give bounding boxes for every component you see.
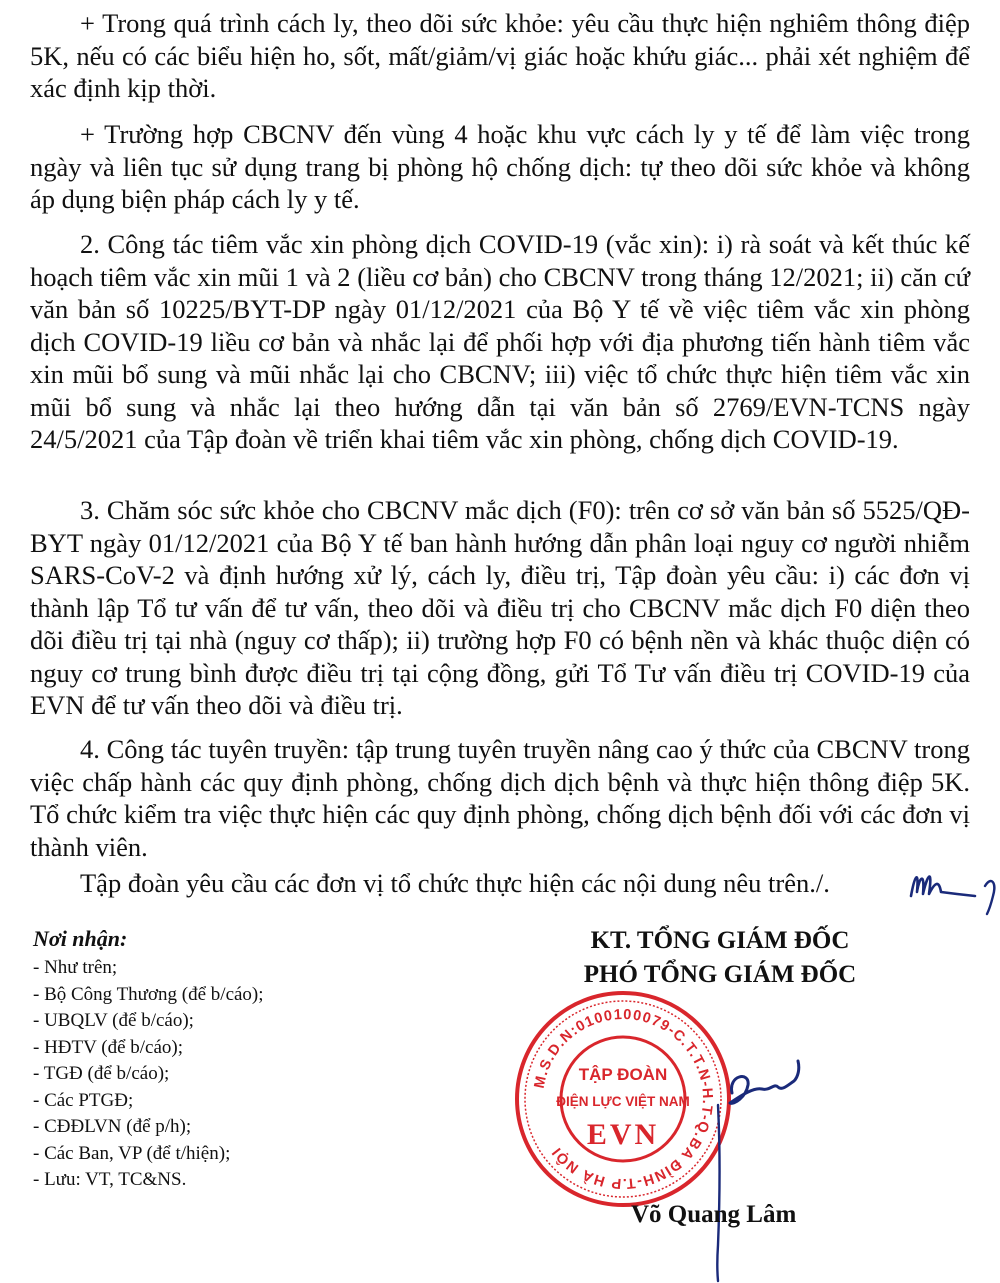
signature-title-line1: KT. TỔNG GIÁM ĐỐC <box>590 927 850 954</box>
initials-signature-icon <box>905 856 1000 916</box>
recipient-item: - UBQLV (để b/cáo); <box>33 1010 194 1031</box>
seal-inner-line1: TẬP ĐOÀN <box>578 1065 668 1084</box>
recipient-item: - Lưu: VT, TC&NS. <box>33 1169 187 1190</box>
seal-ring-text: M.S.D.N:0100100079-C.T.T.N-H.T-Q.BA ĐÌNH-T.P HÀ NỘI <box>531 1006 716 1192</box>
paragraph-f0-care: 3. Chăm sóc sức khỏe cho CBCNV mắc dịch (F0): trên cơ sở văn bản số 5525/QĐ-BYT ngày 01/12/2021 của Bộ Y tế ban hành hướng dẫn phân loại nguy cơ người nhiễm SARS-CoV-2 và định hướng xử lý, cách ly, điều trị, Tập đoàn yêu cầu: i) các đơn vị thành lập Tổ tư vấn để tư vấn, theo dõi và điều trị cho CBCNV mắc dịch F0 diện theo dõi điều trị tại nhà (nguy cơ thấp); ii) trường hợp F0 có bệnh nền và khác thuộc diện có nguy cơ trung bình được điều trị tại cộng đồng, gửi Tổ Tư vấn điều trị COVID-19 của EVN để tư vấn theo dõi và điều trị. <box>30 495 970 720</box>
paragraph-communication: 4. Công tác tuyên truyền: tập trung tuyên truyền nâng cao ý thức của CBCNV trong việc chấp hành các quy định phòng, chống dịch dịch bệnh và thực hiện thông điệp 5K. Tổ chức kiểm tra việc thực hiện các quy định phòng, chống dịch bệnh đối với các đơn vị thành viên. <box>30 734 970 862</box>
recipients-block <box>33 926 453 1194</box>
recipient-item: - Các Ban, VP (để t/hiện); <box>33 1142 231 1164</box>
recipients-title: Nơi nhận: <box>33 926 128 951</box>
recipient-item: - TGĐ (để b/cáo); <box>33 1063 170 1084</box>
recipient-item: - Như trên; <box>33 957 118 978</box>
signer-name: Võ Quang Lâm <box>631 1201 797 1228</box>
paragraph-quarantine-monitoring: + Trong quá trình cách ly, theo dõi sức khỏe: yêu cầu thực hiện nghiêm thông điệp 5K, nếu có các biểu hiện ho, sốt, mất/giảm/vị giác hoặc khứu giác... phải xét nghiệm để xác định kịp thời. <box>30 8 970 103</box>
paragraph-closing: Tập đoàn yêu cầu các đơn vị tổ chức thực hiện các nội dung nêu trên./. <box>80 868 830 898</box>
signature-title-block <box>520 924 920 992</box>
recipient-item: - HĐTV (để b/cáo); <box>33 1036 184 1058</box>
seal-inner-line2: ĐIỆN LỰC VIỆT NAM <box>556 1094 690 1109</box>
recipient-item: - Bộ Công Thương (để b/cáo); <box>33 983 264 1005</box>
signature-title-line2: PHÓ TỔNG GIÁM ĐỐC <box>583 961 857 988</box>
seal-inner-line3: EVN <box>586 1118 660 1151</box>
paragraph-vaccination: 2. Công tác tiêm vắc xin phòng dịch COVID-19 (vắc xin): i) rà soát và kết thúc kế hoạch tiêm vắc xin mũi 1 và 2 (liều cơ bản) cho CBCNV trong tháng 12/2021; ii) căn cứ văn bản số 10225/BYT-DP ngày 01/12/2021 của Bộ Y tế về việc tiêm vắc xin phòng dịch COVID-19 liều cơ bản và nhắc lại để phối hợp với địa phương tiến hành tiêm vắc xin mũi bổ sung và mũi nhắc lại cho CBCNV; iii) việc tổ chức thực hiện tiêm vắc xin mũi bổ sung và nhắc lại theo hướng dẫn tại văn bản số 2769/EVN-TCNS ngày 24/5/2021 của Tập đoàn về triển khai tiêm vắc xin phòng, chống dịch COVID-19. <box>30 229 970 454</box>
paragraph-zone4-work: + Trường hợp CBCNV đến vùng 4 hoặc khu vực cách ly y tế để làm việc trong ngày và liên tục sử dụng trang bị phòng hộ chống dịch: tự theo dõi sức khỏe và không áp dụng biện pháp cách ly y tế. <box>30 119 970 214</box>
handwritten-signature-icon <box>690 1045 840 1283</box>
recipients-list <box>33 955 453 1194</box>
recipient-item: - CĐĐLVN (để p/h); <box>33 1116 192 1137</box>
recipient-item: - Các PTGĐ; <box>33 1089 134 1111</box>
